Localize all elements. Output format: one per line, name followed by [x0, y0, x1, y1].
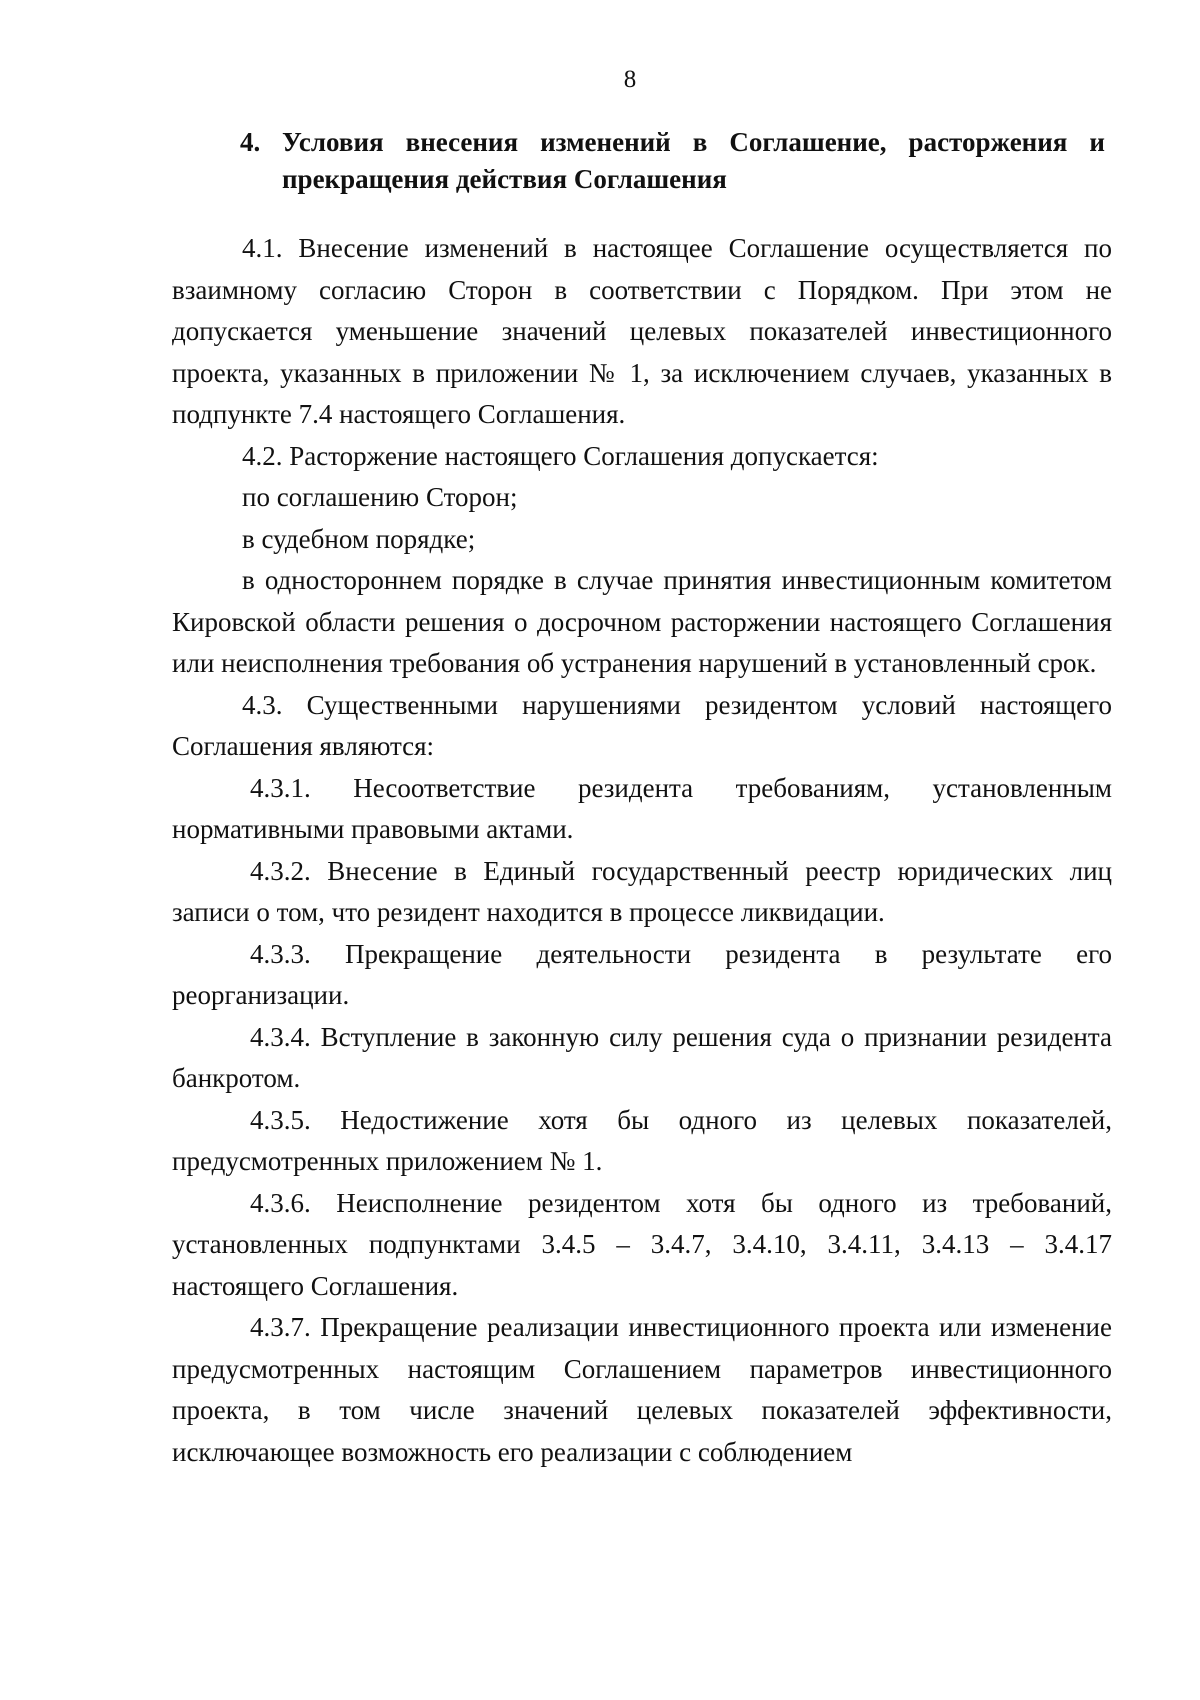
section-heading — [240, 124, 1105, 198]
paragraph-4-3-5: 4.3.5. Недостижение хотя бы одного из целевых показателей, предусмотренных приложением № 1. — [172, 1104, 1112, 1176]
paragraph-4-3-2: 4.3.2. Внесение в Единый государственный реестр юридических лиц записи о том, что резидент находится в процессе ликвидации. — [172, 855, 1112, 927]
list-item-judicial: в судебном порядке; — [242, 523, 476, 554]
list-item-unilateral: в одностороннем порядке в случае принятия инвестиционным комитетом Кировской области решения о досрочном расторжении настоящего Соглашения или неисполнения требования об устранения нарушений в установленный срок. — [172, 565, 1112, 678]
document-body — [172, 228, 1112, 1473]
page-number: 8 — [623, 66, 637, 93]
section-title: Условия внесения изменений в Соглашение, расторжения и прекращения действия Соглашения — [282, 127, 1105, 194]
paragraph-4-1: 4.1. Внесение изменений в настоящее Соглашение осуществляется по взаимному согласию Сторон в соответствии с Порядком. При этом не допускается уменьшение значений целевых показателей инвестиционного проекта, указанных в приложении № 1, за исключением случаев, указанных в подпункте 7.4 настоящего Соглашения. — [172, 233, 1112, 429]
paragraph-4-3-3: 4.3.3. Прекращение деятельности резидента в результате его реорганизации. — [172, 938, 1112, 1010]
list-item-by-agreement: по соглашению Сторон; — [242, 482, 518, 512]
paragraph-4-3-1: 4.3.1. Несоответствие резидента требованиям, установленным нормативными правовыми актами. — [172, 772, 1112, 844]
paragraph-4-3-6: 4.3.6. Неисполнение резидентом хотя бы одного из требований, установленных подпунктами 3.4.5 – 3.4.7, 3.4.10, 3.4.11, 3.4.13 – 3.4.17 настоящего Соглашения. — [172, 1187, 1112, 1301]
paragraph-4-3-7: 4.3.7. Прекращение реализации инвестиционного проекта или изменение предусмотренных настоящим Соглашением параметров инвестиционного проекта, в том числе значений целевых показателей эффективности, исключающее возможность его реализации с соблюдением — [172, 1312, 1112, 1467]
section-number: 4. — [240, 127, 261, 157]
paragraph-4-3-4: 4.3.4. Вступление в законную силу решения суда о признании резидента банкротом. — [172, 1021, 1112, 1093]
paragraph-4-3: 4.3. Существенными нарушениями резидентом условий настоящего Соглашения являются: — [172, 689, 1112, 761]
paragraph-4-2: 4.2. Расторжение настоящего Соглашения допускается: — [242, 440, 879, 471]
